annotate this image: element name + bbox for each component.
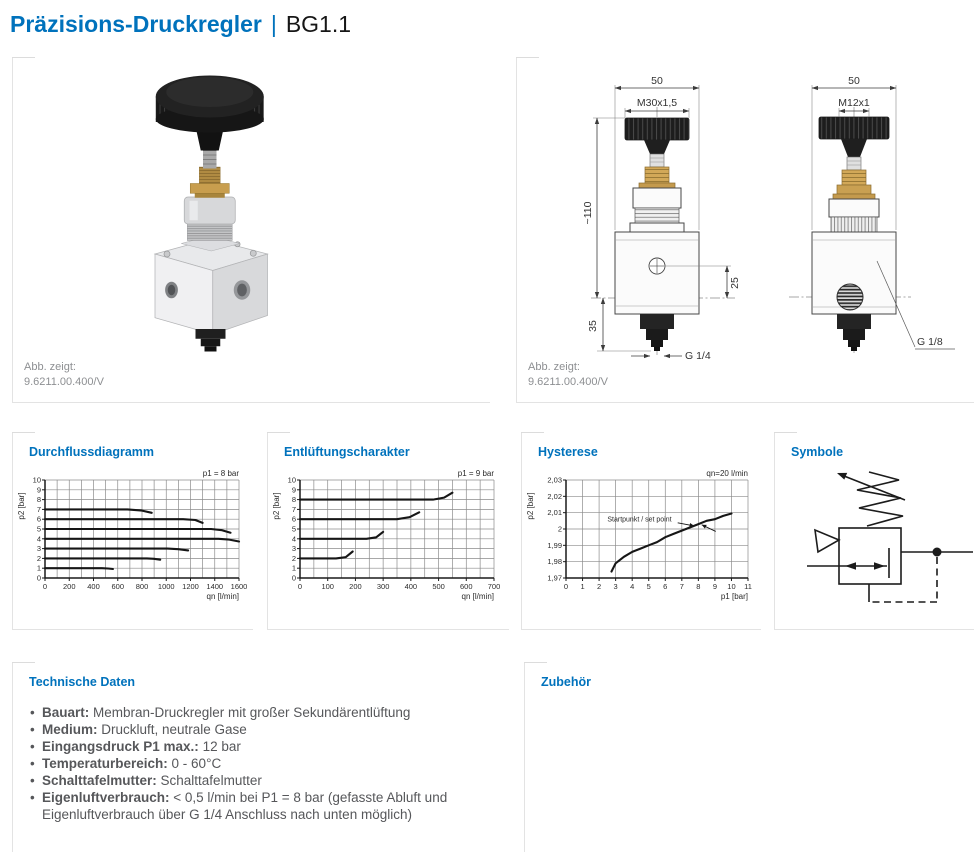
svg-text:0: 0 bbox=[297, 582, 303, 591]
svg-text:p1 [bar]: p1 [bar] bbox=[720, 592, 748, 601]
dim-side-thread: M12x1 bbox=[838, 97, 870, 109]
svg-text:p1 = 9 bar: p1 = 9 bar bbox=[457, 469, 494, 478]
symbols-panel bbox=[774, 432, 974, 630]
dim-front-thread: M30x1,5 bbox=[636, 97, 678, 109]
svg-text:200: 200 bbox=[349, 582, 362, 591]
svg-text:1: 1 bbox=[36, 563, 41, 573]
hysteresis-chart-panel bbox=[521, 432, 761, 630]
svg-text:7: 7 bbox=[679, 582, 684, 591]
dim-front-width: 50 bbox=[651, 75, 663, 87]
drawing-caption-line1: Abb. zeigt: bbox=[528, 361, 580, 373]
vent-chart-heading: Entlüftungscharakter bbox=[284, 445, 410, 459]
dim-front-bottom: 35 bbox=[587, 320, 599, 332]
dim-side-width: 50 bbox=[848, 75, 860, 87]
svg-text:9: 9 bbox=[712, 582, 717, 591]
svg-text:4: 4 bbox=[630, 582, 635, 591]
tech-data-item: • Bauart: Membran-Druckregler mit großer Sekundärentlüftung bbox=[29, 704, 504, 721]
svg-text:8: 8 bbox=[36, 495, 41, 505]
tech-data-panel bbox=[12, 662, 516, 852]
tech-data-heading: Technische Daten bbox=[29, 675, 136, 689]
side-view-drawing bbox=[749, 61, 959, 361]
svg-text:1000: 1000 bbox=[157, 582, 175, 591]
hysteresis-chart-heading: Hysterese bbox=[538, 445, 598, 459]
svg-text:9: 9 bbox=[291, 485, 296, 495]
page-title-separator: | bbox=[270, 11, 277, 37]
svg-text:400: 400 bbox=[404, 582, 418, 591]
svg-text:10: 10 bbox=[32, 475, 41, 485]
accessories-panel bbox=[524, 662, 974, 852]
svg-text:11: 11 bbox=[744, 582, 752, 591]
tech-data-item: • Schalttafelmutter: Schalttafelmutter bbox=[29, 772, 504, 789]
svg-text:0: 0 bbox=[291, 573, 296, 583]
svg-text:500: 500 bbox=[432, 582, 445, 591]
svg-text:600: 600 bbox=[460, 582, 473, 591]
drawing-caption-line2: 9.6211.00.400/V bbox=[528, 376, 608, 388]
svg-text:800: 800 bbox=[135, 582, 149, 591]
product-photo-panel bbox=[12, 57, 490, 403]
drawing-caption bbox=[528, 360, 608, 390]
vent-chart-panel bbox=[267, 432, 509, 630]
svg-text:5: 5 bbox=[291, 524, 296, 534]
svg-text:1600: 1600 bbox=[230, 582, 247, 591]
svg-text:2: 2 bbox=[597, 582, 602, 591]
dim-front-port: G 1/4 bbox=[685, 350, 711, 361]
svg-text:p1 = 8 bar: p1 = 8 bar bbox=[202, 469, 239, 478]
svg-text:1,99: 1,99 bbox=[547, 540, 562, 550]
svg-text:qn [l/min]: qn [l/min] bbox=[206, 592, 239, 601]
svg-text:300: 300 bbox=[376, 582, 390, 591]
svg-text:7: 7 bbox=[36, 504, 41, 514]
vent-chart bbox=[270, 466, 502, 624]
page-title-model: BG1.1 bbox=[285, 11, 352, 37]
dim-front-port-height: 25 bbox=[729, 277, 741, 289]
svg-text:qn [l/min]: qn [l/min] bbox=[461, 592, 494, 601]
svg-text:1: 1 bbox=[291, 563, 296, 573]
svg-text:1400: 1400 bbox=[206, 582, 224, 591]
svg-text:5: 5 bbox=[36, 524, 41, 534]
svg-text:p2 [bar]: p2 [bar] bbox=[17, 492, 26, 520]
flow-chart bbox=[15, 466, 247, 624]
svg-text:10: 10 bbox=[287, 475, 296, 485]
svg-text:5: 5 bbox=[646, 582, 651, 591]
photo-caption-line2: 9.6211.00.400/V bbox=[24, 376, 104, 388]
page-title bbox=[10, 11, 351, 38]
svg-text:400: 400 bbox=[87, 582, 100, 591]
svg-text:8: 8 bbox=[696, 582, 701, 591]
svg-text:0: 0 bbox=[42, 582, 48, 591]
photo-caption-line1: Abb. zeigt: bbox=[24, 361, 76, 373]
svg-text:2,03: 2,03 bbox=[547, 475, 562, 485]
svg-text:0: 0 bbox=[563, 582, 569, 591]
svg-text:1,98: 1,98 bbox=[547, 557, 562, 567]
product-photo bbox=[13, 57, 490, 357]
svg-text:4: 4 bbox=[36, 534, 41, 544]
svg-text:6: 6 bbox=[36, 514, 41, 524]
dim-front-height: ~110 bbox=[582, 201, 594, 225]
tech-data-item: • Eingangsdruck P1 max.: 12 bar bbox=[29, 738, 504, 755]
svg-text:3: 3 bbox=[291, 544, 296, 554]
svg-text:3: 3 bbox=[36, 544, 41, 554]
svg-text:Startpunkt / set point: Startpunkt / set point bbox=[607, 516, 672, 524]
svg-text:10: 10 bbox=[727, 582, 736, 591]
flow-chart-heading: Durchflussdiagramm bbox=[29, 445, 155, 459]
svg-text:7: 7 bbox=[291, 504, 296, 514]
tech-data-item: • Eigenluftverbrauch: < 0,5 l/min bei P1 = 8 bar (gefasste Abluft und Eigenluftverbrauch über G 1/4 Anschluss nach unten möglich) bbox=[29, 789, 504, 823]
svg-text:2,02: 2,02 bbox=[547, 491, 562, 501]
accessories-heading: Zubehör bbox=[541, 675, 591, 689]
svg-text:6: 6 bbox=[291, 514, 296, 524]
pneumatic-symbol bbox=[787, 462, 974, 624]
photo-caption bbox=[24, 360, 104, 390]
svg-text:4: 4 bbox=[291, 534, 296, 544]
svg-text:qn=20 l/min: qn=20 l/min bbox=[706, 469, 748, 478]
tech-data-item: • Temperaturbereich: 0 - 60°C bbox=[29, 755, 504, 772]
front-view-drawing bbox=[547, 61, 757, 361]
svg-text:p2 [bar]: p2 [bar] bbox=[526, 492, 535, 520]
svg-text:2: 2 bbox=[36, 553, 41, 563]
symbols-heading: Symbole bbox=[791, 445, 844, 459]
svg-text:1: 1 bbox=[580, 582, 585, 591]
svg-text:1200: 1200 bbox=[182, 582, 199, 591]
flow-chart-panel bbox=[12, 432, 253, 630]
page-title-main: Präzisions-Druckregler bbox=[10, 11, 262, 37]
technical-drawings-panel bbox=[516, 57, 974, 403]
svg-text:8: 8 bbox=[291, 495, 296, 505]
hysteresis-chart bbox=[524, 466, 756, 624]
svg-text:1,97: 1,97 bbox=[547, 573, 562, 583]
svg-text:3: 3 bbox=[613, 582, 618, 591]
svg-text:700: 700 bbox=[487, 582, 501, 591]
svg-text:p2 [bar]: p2 [bar] bbox=[272, 492, 281, 520]
tech-data-list bbox=[29, 704, 504, 823]
svg-text:0: 0 bbox=[36, 573, 41, 583]
tech-data-item: • Medium: Druckluft, neutrale Gase bbox=[29, 721, 504, 738]
svg-text:2: 2 bbox=[291, 553, 296, 563]
svg-text:9: 9 bbox=[36, 485, 41, 495]
svg-text:2,01: 2,01 bbox=[547, 508, 562, 518]
svg-text:200: 200 bbox=[62, 582, 76, 591]
svg-text:2: 2 bbox=[557, 524, 562, 534]
svg-text:100: 100 bbox=[321, 582, 334, 591]
dim-side-port: G 1/8 bbox=[917, 336, 943, 348]
svg-text:600: 600 bbox=[111, 582, 125, 591]
svg-text:6: 6 bbox=[663, 582, 668, 591]
